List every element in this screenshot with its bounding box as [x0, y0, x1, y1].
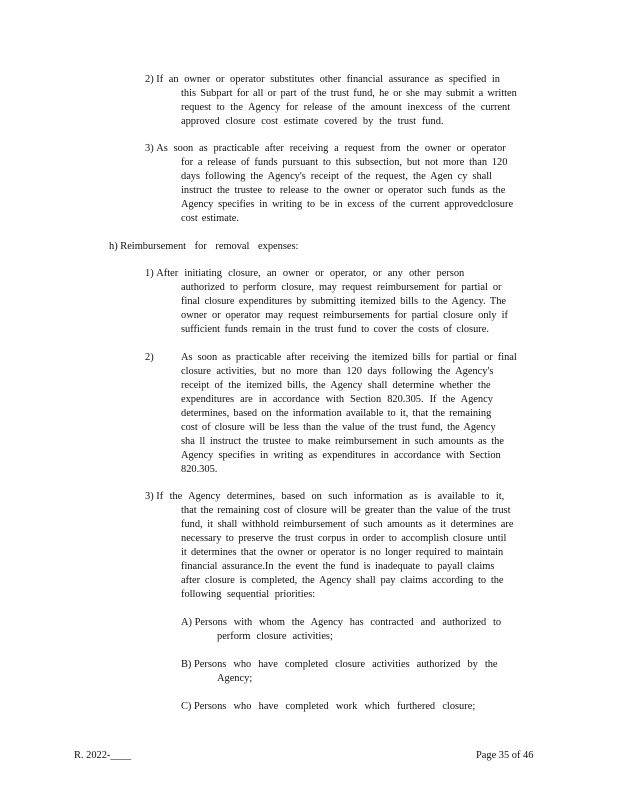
item-3-line-2: for a release of funds pursuant to this subsection, but not more than 120	[181, 157, 508, 168]
h-item-2-line-2: closure activities, but no more than 120 days following the Agency's	[181, 366, 494, 377]
priority-c-first-line	[181, 700, 475, 714]
item-3-line-4: instruct the trustee to release to the owner or operator such funds as the	[181, 185, 506, 196]
h-item-3-line-4: necessary to preserve the trust corpus in order to accomplish closure until	[181, 533, 507, 544]
h-item-3-line-8: following sequential priorities:	[181, 589, 316, 600]
subsection-h-heading	[109, 240, 298, 254]
h-item-1-line-5: sufficient funds remain in the trust fund to cover the costs of closure.	[181, 324, 489, 335]
item-2-first-line	[145, 73, 500, 87]
h-item-2-line-6: cost of closure will be less than the value of the trust fund, the Agency	[181, 422, 496, 433]
item-2-line-1: If an owner or operator substitutes other financial assurance as specified in	[156, 74, 501, 85]
h-item-1-first-line	[145, 267, 464, 281]
priority-a-line-1: Persons with whom the Agency has contracted and authorized to	[194, 617, 502, 628]
h-item-2-line-3: receipt of the itemized bills, the Agency shall determine whether the	[181, 380, 491, 391]
item-2-line-2: this Subpart for all or part of the trust fund, he or she may submit a written	[181, 88, 517, 99]
item-3-first-line	[145, 142, 506, 156]
h-item-3-marker: 3)	[145, 491, 154, 502]
priority-a-first-line	[181, 616, 501, 630]
h-item-3-line-1: If the Agency determines, based on such information as is available to it,	[156, 491, 505, 502]
h-item-2-line-8: Agency specifies in writing as expenditures in accordance with Section	[181, 450, 501, 461]
h-item-3-line-5: it determines that the owner or operator is no longer required to maintain	[181, 547, 504, 558]
h-item-3-line-6: financial assurance.In the event the fund is inadequate to payall claims	[181, 561, 495, 572]
priority-b-marker: B)	[181, 659, 192, 670]
subsection-h-marker: h)	[109, 241, 118, 252]
h-item-1-line-2: authorized to perform closure, may request reimbursement for partial or	[181, 282, 502, 293]
h-item-3-line-2: that the remaining cost of closure will be greater than the value of the trust	[181, 505, 511, 516]
item-3-line-6: cost estimate.	[181, 213, 239, 224]
item-2-line-4: approved closure cost estimate covered by the trust fund.	[181, 116, 444, 127]
h-item-2-line-5: determines, based on the information available to it, that the remaining	[181, 408, 492, 419]
h-item-3-line-7: after closure is completed, the Agency shall pay claims according to the	[181, 575, 504, 586]
h-item-2-line-1: As soon as practicable after receiving the itemized bills for partial or final	[181, 352, 517, 363]
footer-rule-number: R. 2022-____	[74, 750, 132, 761]
h-item-1-line-3: final closure expenditures by submitting itemized bills to the Agency. The	[181, 296, 507, 307]
h-item-2-line-4: expenditures are in accordance with Section 820.305. If the Agency	[181, 394, 493, 405]
footer-page-number: Page 35 of 46	[476, 750, 534, 761]
priority-c-line-1: Persons who have completed work which furthered closure;	[194, 701, 476, 712]
item-3-marker: 3)	[145, 143, 154, 154]
priority-b-line-2: Agency;	[217, 673, 253, 684]
h-item-1-marker: 1)	[145, 268, 154, 279]
h-item-1-line-1: After initiating closure, an owner or operator, or any other person	[156, 268, 465, 279]
priority-a-line-2: perform closure activities;	[217, 631, 333, 642]
h-item-2-line-7: sha ll instruct the trustee to make reimbursement in such amounts as the	[181, 436, 504, 447]
h-item-2-marker: 2)	[145, 352, 154, 363]
priority-c-marker: C)	[181, 701, 192, 712]
item-3-line-3: days following the Agency's receipt of the request, the Agen cy shall	[181, 171, 493, 182]
priority-b-line-1: Persons who have completed closure activities authorized by the	[194, 659, 498, 670]
h-item-3-line-3: fund, it shall withhold reimbursement of such amounts as it determines are	[181, 519, 514, 530]
h-item-2-line-9: 820.305.	[181, 464, 218, 475]
subsection-h-title: Reimbursement for removal expenses:	[120, 241, 299, 252]
item-3-line-1: As soon as practicable after receiving a request from the owner or operator	[156, 143, 506, 154]
priority-b-first-line	[181, 658, 498, 672]
priority-a-marker: A)	[181, 617, 192, 628]
h-item-3-first-line	[145, 490, 504, 504]
item-3-line-5: Agency specifies in writing to be in excess of the current approvedclosure	[181, 199, 514, 210]
h-item-1-line-4: owner or operator may request reimbursements for partial closure only if	[181, 310, 508, 321]
item-2-line-3: request to the Agency for release of the amount inexcess of the current	[181, 102, 511, 113]
item-2-marker: 2)	[145, 74, 154, 85]
